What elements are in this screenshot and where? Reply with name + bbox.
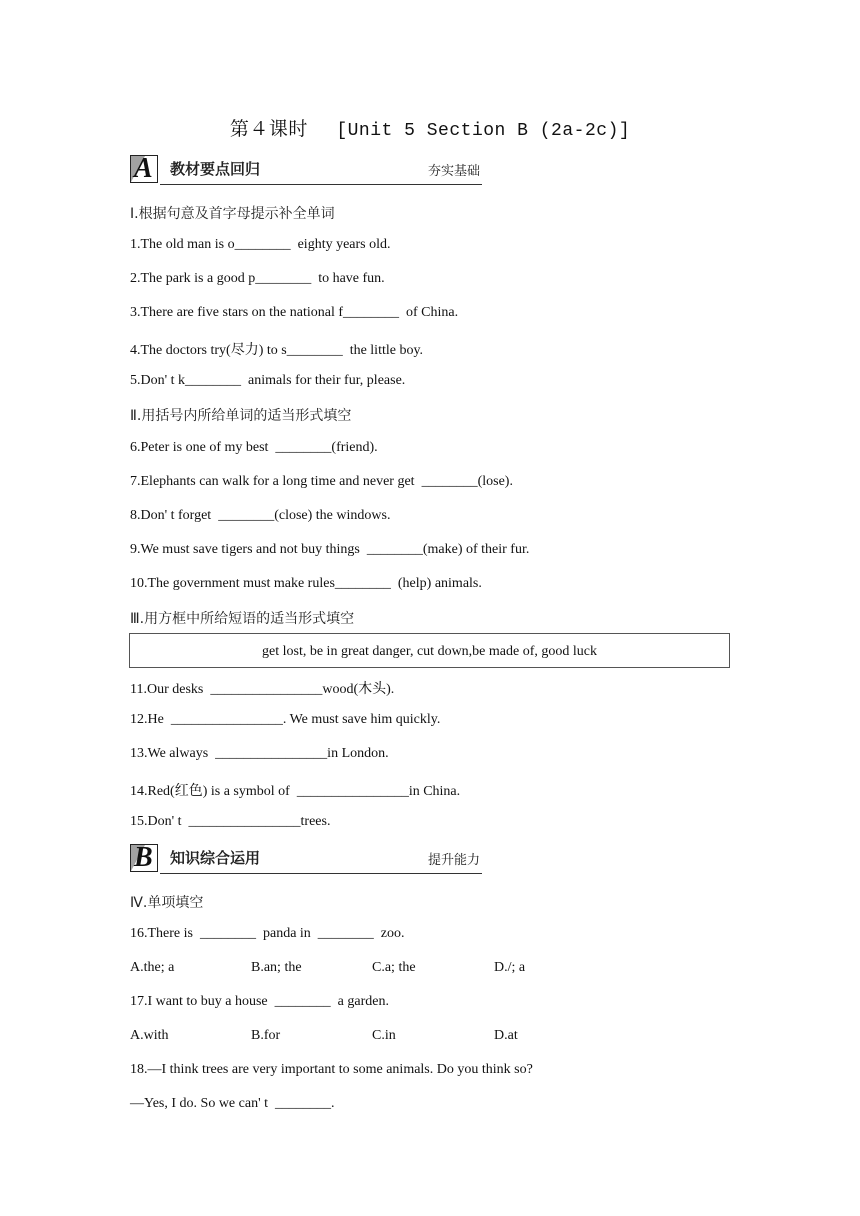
question-15: 15.Don' t ________________trees. <box>130 814 331 829</box>
question-8: 8.Don' t forget ________(close) the windows. <box>130 508 391 523</box>
section-b-rule <box>160 873 482 874</box>
section-a-header <box>130 155 482 185</box>
section-b-header <box>130 844 482 874</box>
q17-option-b: B.for <box>251 1028 281 1043</box>
question-4: 4.The doctors try(尽力) to s________ the little boy. <box>130 343 424 358</box>
q17-option-c: C.in <box>372 1028 396 1043</box>
section-a-badge <box>130 155 158 183</box>
section-b-letter: B <box>134 842 153 873</box>
question-1: 1.The old man is o________ eighty years old. <box>130 237 391 252</box>
question-13: 13.We always ________________in London. <box>130 746 389 761</box>
part3-heading: Ⅲ.用方框中所给短语的适当形式填空 <box>130 611 355 627</box>
part1-heading: Ⅰ.根据句意及首字母提示补全单词 <box>130 206 335 222</box>
question-7: 7.Elephants can walk for a long time and never get ________(lose). <box>130 474 513 489</box>
unit-label: [Unit 5 Section B (2a-2c)] <box>336 121 631 141</box>
section-b-badge <box>130 844 158 872</box>
q16-option-a: A.the; a <box>130 960 175 975</box>
question-5: 5.Don' t k________ animals for their fur, please. <box>130 373 406 388</box>
part4-heading: Ⅳ.单项填空 <box>130 895 204 911</box>
question-17: 17.I want to buy a house ________ a garden. <box>130 994 389 1009</box>
q16-option-b: B.an; the <box>251 960 302 975</box>
page-title <box>0 114 860 141</box>
question-18: 18.—I think trees are very important to some animals. Do you think so? <box>130 1062 533 1077</box>
q17-option-d: D.at <box>494 1028 518 1043</box>
q16-option-d: D./; a <box>494 960 526 975</box>
question-11: 11.Our desks ________________wood(木头). <box>130 682 395 697</box>
question-16: 16.There is ________ panda in ________ zoo. <box>130 926 405 941</box>
phrase-box: get lost, be in great danger, cut down,be made of, good luck <box>129 633 730 668</box>
question-14: 14.Red(红色) is a symbol of ________________in China. <box>130 784 461 799</box>
question-10: 10.The government must make rules________ (help) animals. <box>130 576 482 591</box>
lesson-label: 第４课时 <box>229 119 308 140</box>
question-18-answer: —Yes, I do. So we can' t ________. <box>130 1096 335 1111</box>
section-b-tag: 提升能力 <box>427 853 480 868</box>
section-a-letter: A <box>134 153 153 184</box>
question-9: 9.We must save tigers and not buy things ________(make) of their fur. <box>130 542 530 557</box>
question-6: 6.Peter is one of my best ________(friend). <box>130 440 378 455</box>
question-2: 2.The park is a good p________ to have fun. <box>130 271 385 286</box>
question-3: 3.There are five stars on the national f________ of China. <box>130 305 459 320</box>
section-b-name: 知识综合运用 <box>170 849 261 867</box>
q17-option-a: A.with <box>130 1028 169 1043</box>
part2-heading: Ⅱ.用括号内所给单词的适当形式填空 <box>130 408 352 424</box>
question-12: 12.He ________________. We must save him quickly. <box>130 712 441 727</box>
q16-option-c: C.a; the <box>372 960 416 975</box>
section-a-tag: 夯实基础 <box>427 164 480 179</box>
section-a-rule <box>160 184 482 185</box>
section-a-name: 教材要点回归 <box>170 160 261 178</box>
